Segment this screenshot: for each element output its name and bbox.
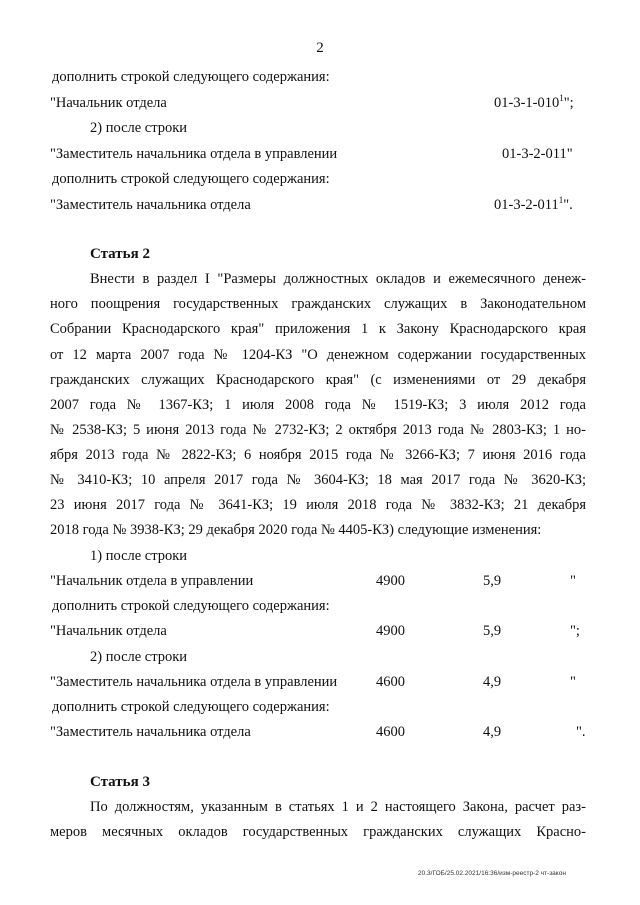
row-salary: 4600 bbox=[376, 674, 405, 690]
row-label: "Начальник отдела bbox=[50, 623, 167, 639]
row-salary: 4600 bbox=[376, 724, 405, 740]
paragraph-line: 23 июня 2017 года № 3641-КЗ; 19 июля 2018 года № 3832-КЗ; 21 декабря bbox=[50, 497, 586, 513]
row-label: "Заместитель начальника отдела bbox=[50, 197, 251, 213]
article1-text-line: дополнить строкой следующего содержания: bbox=[52, 171, 330, 187]
row-end: " bbox=[570, 674, 576, 690]
row-ratio: 5,9 bbox=[483, 573, 502, 589]
paragraph-line: меров месячных окладов государственных гражданских служащих Красно- bbox=[50, 824, 586, 840]
row-ratio: 4,9 bbox=[483, 724, 502, 740]
row-salary: 4900 bbox=[376, 573, 405, 589]
row-end: " bbox=[570, 573, 576, 589]
paragraph-line: № 3410-КЗ; 10 апреля 2017 года № 3604-КЗ; 18 мая 2017 года № 3620-КЗ; bbox=[50, 472, 586, 488]
list-item-label: 1) после строки bbox=[90, 548, 188, 564]
row-label: "Заместитель начальника отдела bbox=[50, 724, 251, 740]
paragraph-line: Внести в раздел I "Размеры должностных окладов и ежемесячного денеж- bbox=[90, 271, 586, 287]
row-code: 01-3-2-011" bbox=[502, 146, 573, 162]
row-label: "Заместитель начальника отдела в управлении bbox=[50, 674, 338, 690]
paragraph-line: от 12 марта 2007 года № 1204-КЗ "О денежном содержании государственных bbox=[50, 347, 586, 363]
row-label: "Начальник отдела bbox=[50, 95, 167, 111]
paragraph-line: ного поощрения государственных гражданских служащих в Законодательном bbox=[50, 296, 586, 312]
row-salary: 4900 bbox=[376, 623, 405, 639]
article1-text-line: дополнить строкой следующего содержания: bbox=[52, 69, 330, 85]
row-label: "Начальник отдела в управлении bbox=[50, 573, 254, 589]
list-item-label: 2) после строки bbox=[90, 649, 188, 665]
paragraph-line: гражданских служащих Краснодарского края" (с изменениями от 29 декабря bbox=[50, 372, 586, 388]
row-code: $01-3-2-011^1$". bbox=[494, 195, 573, 213]
row-ratio: 5,9 bbox=[483, 623, 502, 639]
row-ratio: 4,9 bbox=[483, 674, 502, 690]
row-label: "Заместитель начальника отдела в управлении bbox=[50, 146, 338, 162]
row-end: "; bbox=[570, 623, 580, 639]
article2-text-line: дополнить строкой следующего содержания: bbox=[52, 598, 330, 614]
paragraph-line: По должностям, указанным в статьях 1 и 2 настоящего Закона, расчет раз- bbox=[90, 799, 586, 815]
article-heading: Статья 3 bbox=[90, 774, 150, 790]
article2-text-line: дополнить строкой следующего содержания: bbox=[52, 699, 330, 715]
paragraph-line: Собрании Краснодарского края" приложения 1 к Закону Краснодарского края bbox=[50, 321, 586, 337]
article-heading: Статья 2 bbox=[90, 246, 150, 262]
paragraph-line: ября 2013 года № 2822-КЗ; 6 ноября 2015 года № 3266-КЗ; 7 июня 2016 года bbox=[50, 447, 586, 463]
row-end: ". bbox=[576, 724, 586, 740]
footer-reference: 20.3/ГОБ/25.02.2021/16:36/изм-реестр-2 чт-закон bbox=[418, 870, 566, 877]
list-item-label: 2) после строки bbox=[90, 120, 188, 136]
row-code: $01-3-1-010^1$"; bbox=[494, 93, 574, 111]
paragraph-line: 2007 года № 1367-КЗ; 1 июля 2008 года № 1519-КЗ; 3 июля 2012 года bbox=[50, 397, 586, 413]
paragraph-line: 2018 года № 3938-КЗ; 29 декабря 2020 года № 4405-КЗ) следующие изменения: bbox=[50, 522, 542, 538]
paragraph-line: № 2538-КЗ; 5 июня 2013 года № 2732-КЗ; 2 октября 2013 года № 2803-КЗ; 1 но- bbox=[50, 422, 586, 438]
page-number: 2 bbox=[316, 40, 324, 56]
